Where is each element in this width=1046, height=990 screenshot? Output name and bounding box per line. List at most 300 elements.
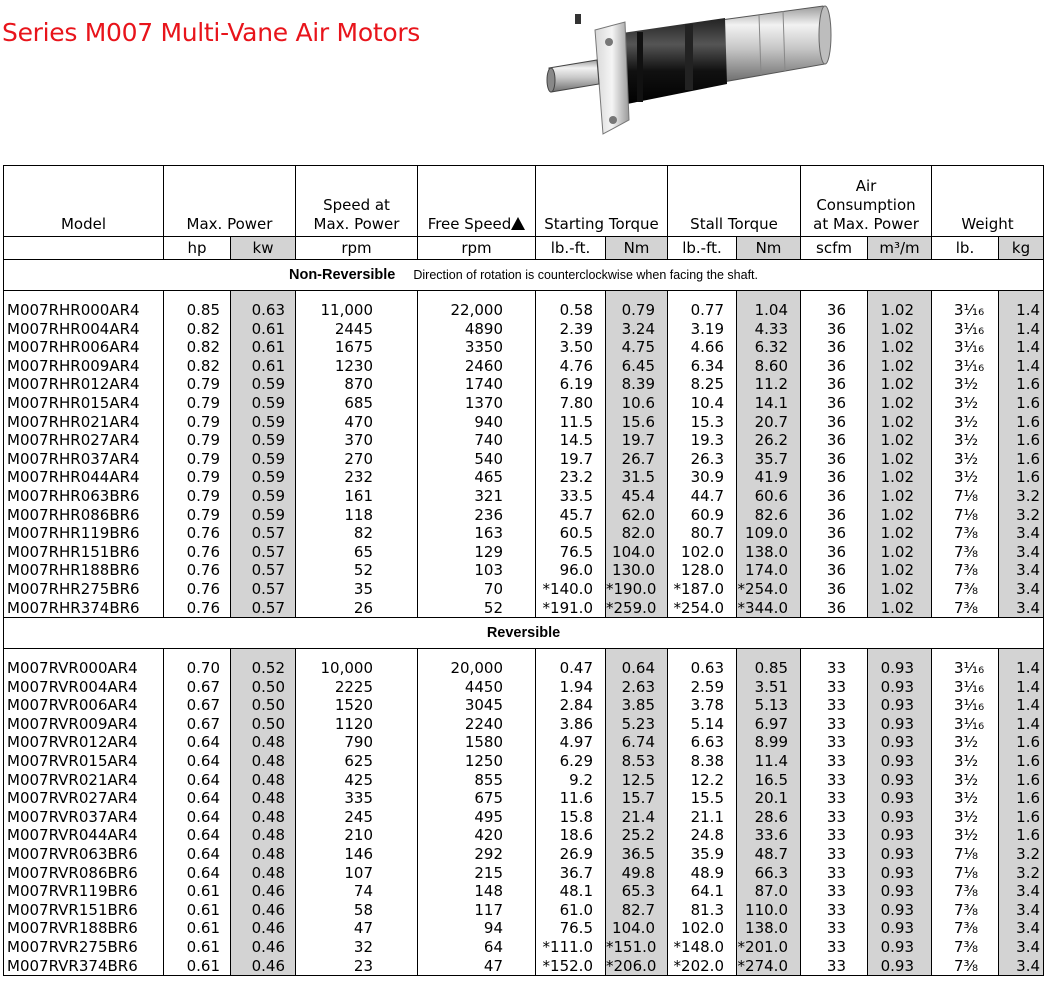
hp-cell: 0.76 (164, 580, 231, 599)
table-row (4, 864, 1044, 883)
weight-kg-cell: 3.4 (999, 580, 1044, 599)
section-header (4, 618, 1044, 649)
weight-kg-cell: 3.4 (999, 919, 1044, 938)
stall-torque-lbft-cell: *202.0 (668, 957, 737, 976)
hp-cell: 0.64 (164, 771, 231, 790)
m3m-cell: 1.02 (868, 450, 932, 469)
weight-lb-cell: 7¹⁄₈ (932, 487, 999, 506)
hp-cell: 0.61 (164, 957, 231, 976)
weight-kg-cell: 3.2 (999, 864, 1044, 883)
model-cell: M007RVR027AR4 (4, 789, 164, 808)
hp-cell: 0.79 (164, 394, 231, 413)
starting-torque-nm-cell: 25.2 (606, 826, 668, 845)
table-row (4, 901, 1044, 920)
free-speed-cell: 540 (418, 450, 536, 469)
starting-torque-nm-cell: 5.23 (606, 715, 668, 734)
free-speed-cell: 3350 (418, 338, 536, 357)
header-stall-torque: Stall Torque (668, 166, 801, 237)
hp-cell: 0.76 (164, 561, 231, 580)
table-row (4, 357, 1044, 376)
starting-torque-lbft-cell: 4.97 (536, 733, 606, 752)
starting-torque-lbft-cell: 6.19 (536, 375, 606, 394)
rpm-at-max-power-cell: 2225 (296, 678, 418, 697)
table-row (4, 845, 1044, 864)
kw-cell: 0.61 (231, 320, 296, 339)
free-speed-cell: 940 (418, 413, 536, 432)
kw-cell: 0.46 (231, 957, 296, 976)
free-speed-cell: 740 (418, 431, 536, 450)
header-model: Model (4, 166, 164, 237)
hp-cell: 0.82 (164, 320, 231, 339)
kw-cell: 0.59 (231, 413, 296, 432)
stall-torque-lbft-cell: 2.59 (668, 678, 737, 697)
hp-cell: 0.79 (164, 506, 231, 525)
hp-cell: 0.79 (164, 487, 231, 506)
rpm-at-max-power-cell: 52 (296, 561, 418, 580)
starting-torque-nm-cell: *206.0 (606, 957, 668, 976)
rpm-at-max-power-cell: 47 (296, 919, 418, 938)
starting-torque-lbft-cell: 3.50 (536, 338, 606, 357)
weight-lb-cell: 7³⁄₈ (932, 561, 999, 580)
starting-torque-lbft-cell: 23.2 (536, 468, 606, 487)
free-speed-cell: 675 (418, 789, 536, 808)
kw-cell: 0.59 (231, 375, 296, 394)
weight-lb-cell: 3¹⁄₁₆ (932, 320, 999, 339)
stall-torque-lbft-cell: 30.9 (668, 468, 737, 487)
model-cell: M007RVR021AR4 (4, 771, 164, 790)
weight-lb-cell: 3¹⁄₁₆ (932, 649, 999, 678)
stall-torque-nm-cell: 8.99 (737, 733, 801, 752)
free-speed-cell: 129 (418, 543, 536, 562)
model-cell: M007RVR006AR4 (4, 696, 164, 715)
header-air-consumption: Air Consumption at Max. Power (801, 166, 932, 237)
scfm-cell: 33 (801, 845, 868, 864)
stall-torque-lbft-cell: 8.38 (668, 752, 737, 771)
rpm-at-max-power-cell: 210 (296, 826, 418, 845)
non-reversible-section (4, 260, 1044, 618)
free-speed-cell: 117 (418, 901, 536, 920)
stall-torque-nm-cell: 48.7 (737, 845, 801, 864)
stall-torque-lbft-cell: 3.19 (668, 320, 737, 339)
weight-lb-cell: 3¹⁄₁₆ (932, 696, 999, 715)
stall-torque-nm-cell: 138.0 (737, 919, 801, 938)
free-speed-cell: 321 (418, 487, 536, 506)
weight-lb-cell: 3¹⁄₂ (932, 733, 999, 752)
header-free-speed: Free Speed (418, 166, 536, 237)
table-row (4, 338, 1044, 357)
starting-torque-lbft-cell: 14.5 (536, 431, 606, 450)
stall-torque-nm-cell: 174.0 (737, 561, 801, 580)
stall-torque-nm-cell: 16.5 (737, 771, 801, 790)
weight-lb-cell: 7³⁄₈ (932, 882, 999, 901)
rpm-at-max-power-cell: 107 (296, 864, 418, 883)
unit-lb: lb. (932, 237, 999, 260)
m3m-cell: 0.93 (868, 733, 932, 752)
weight-lb-cell: 7³⁄₈ (932, 957, 999, 976)
m3m-cell: 1.02 (868, 580, 932, 599)
table-row (4, 808, 1044, 827)
stall-torque-nm-cell: 138.0 (737, 543, 801, 562)
stall-torque-nm-cell: *274.0 (737, 957, 801, 976)
scfm-cell: 33 (801, 678, 868, 697)
starting-torque-nm-cell: 31.5 (606, 468, 668, 487)
m3m-cell: 0.93 (868, 882, 932, 901)
free-speed-cell: 465 (418, 468, 536, 487)
hp-cell: 0.64 (164, 752, 231, 771)
starting-torque-lbft-cell: 45.7 (536, 506, 606, 525)
weight-lb-cell: 3¹⁄₁₆ (932, 678, 999, 697)
starting-torque-lbft-cell: 18.6 (536, 826, 606, 845)
stall-torque-lbft-cell: 8.25 (668, 375, 737, 394)
stall-torque-nm-cell: 5.13 (737, 696, 801, 715)
table-row (4, 649, 1044, 678)
m3m-cell: 0.93 (868, 826, 932, 845)
weight-lb-cell: 3¹⁄₂ (932, 468, 999, 487)
free-speed-cell: 4450 (418, 678, 536, 697)
stall-torque-nm-cell: 14.1 (737, 394, 801, 413)
weight-lb-cell: 7¹⁄₈ (932, 864, 999, 883)
stall-torque-nm-cell: 87.0 (737, 882, 801, 901)
starting-torque-nm-cell: 12.5 (606, 771, 668, 790)
scfm-cell: 36 (801, 394, 868, 413)
model-cell: M007RHR044AR4 (4, 468, 164, 487)
hp-cell: 0.64 (164, 864, 231, 883)
stall-torque-lbft-cell: 26.3 (668, 450, 737, 469)
free-speed-cell: 215 (418, 864, 536, 883)
stall-torque-nm-cell: 35.7 (737, 450, 801, 469)
hp-cell: 0.64 (164, 733, 231, 752)
model-cell: M007RHR151BR6 (4, 543, 164, 562)
free-speed-cell: 2240 (418, 715, 536, 734)
model-cell: M007RVR275BR6 (4, 938, 164, 957)
weight-kg-cell: 3.4 (999, 599, 1044, 618)
hp-cell: 0.82 (164, 338, 231, 357)
stall-torque-nm-cell: 60.6 (737, 487, 801, 506)
scfm-cell: 33 (801, 715, 868, 734)
stall-torque-lbft-cell: 102.0 (668, 919, 737, 938)
stall-torque-lbft-cell: 128.0 (668, 561, 737, 580)
starting-torque-lbft-cell: 96.0 (536, 561, 606, 580)
hp-cell: 0.76 (164, 524, 231, 543)
stall-torque-nm-cell: 28.6 (737, 808, 801, 827)
model-cell: M007RVR037AR4 (4, 808, 164, 827)
scfm-cell: 33 (801, 938, 868, 957)
starting-torque-nm-cell: 15.7 (606, 789, 668, 808)
stall-torque-lbft-cell: 10.4 (668, 394, 737, 413)
model-cell: M007RVR188BR6 (4, 919, 164, 938)
starting-torque-nm-cell: 65.3 (606, 882, 668, 901)
stall-torque-nm-cell: 110.0 (737, 901, 801, 920)
weight-lb-cell: 7³⁄₈ (932, 599, 999, 618)
kw-cell: 0.48 (231, 826, 296, 845)
header-weight: Weight (932, 166, 1044, 237)
scfm-cell: 36 (801, 338, 868, 357)
rpm-at-max-power-cell: 232 (296, 468, 418, 487)
hp-cell: 0.67 (164, 696, 231, 715)
table-row (4, 789, 1044, 808)
model-cell: M007RVR012AR4 (4, 733, 164, 752)
kw-cell: 0.50 (231, 715, 296, 734)
starting-torque-lbft-cell: 6.29 (536, 752, 606, 771)
rpm-at-max-power-cell: 685 (296, 394, 418, 413)
starting-torque-nm-cell: 26.7 (606, 450, 668, 469)
free-speed-cell: 4890 (418, 320, 536, 339)
m3m-cell: 1.02 (868, 561, 932, 580)
model-cell: M007RVR151BR6 (4, 901, 164, 920)
free-speed-cell: 47 (418, 957, 536, 976)
starting-torque-nm-cell: 104.0 (606, 543, 668, 562)
unit-kg: kg (999, 237, 1044, 260)
table-row (4, 771, 1044, 790)
rpm-at-max-power-cell: 74 (296, 882, 418, 901)
unit-lbft: lb.-ft. (536, 237, 606, 260)
hp-cell: 0.76 (164, 599, 231, 618)
free-speed-cell: 163 (418, 524, 536, 543)
weight-kg-cell: 1.4 (999, 357, 1044, 376)
rpm-at-max-power-cell: 35 (296, 580, 418, 599)
kw-cell: 0.57 (231, 561, 296, 580)
starting-torque-nm-cell: 0.64 (606, 649, 668, 678)
weight-lb-cell: 3¹⁄₂ (932, 771, 999, 790)
unit-m3m: m³/m (868, 237, 932, 260)
m3m-cell: 0.93 (868, 901, 932, 920)
weight-lb-cell: 7³⁄₈ (932, 580, 999, 599)
m3m-cell: 1.02 (868, 599, 932, 618)
weight-kg-cell: 1.6 (999, 752, 1044, 771)
weight-kg-cell: 3.4 (999, 901, 1044, 920)
starting-torque-nm-cell: 0.79 (606, 291, 668, 320)
model-cell: M007RVR044AR4 (4, 826, 164, 845)
model-cell: M007RHR004AR4 (4, 320, 164, 339)
stall-torque-nm-cell: 66.3 (737, 864, 801, 883)
kw-cell: 0.46 (231, 901, 296, 920)
stall-torque-nm-cell: 6.32 (737, 338, 801, 357)
starting-torque-nm-cell: *259.0 (606, 599, 668, 618)
model-cell: M007RVR086BR6 (4, 864, 164, 883)
stall-torque-nm-cell: 20.1 (737, 789, 801, 808)
free-speed-cell: 1250 (418, 752, 536, 771)
hp-cell: 0.82 (164, 357, 231, 376)
rpm-at-max-power-cell: 790 (296, 733, 418, 752)
kw-cell: 0.46 (231, 938, 296, 957)
model-cell: M007RHR012AR4 (4, 375, 164, 394)
hp-cell: 0.70 (164, 649, 231, 678)
scfm-cell: 33 (801, 733, 868, 752)
scfm-cell: 36 (801, 450, 868, 469)
weight-kg-cell: 1.4 (999, 715, 1044, 734)
weight-kg-cell: 1.6 (999, 771, 1044, 790)
stall-torque-lbft-cell: *148.0 (668, 938, 737, 957)
starting-torque-nm-cell: 2.63 (606, 678, 668, 697)
model-cell: M007RHR006AR4 (4, 338, 164, 357)
starting-torque-lbft-cell: 3.86 (536, 715, 606, 734)
weight-lb-cell: 3¹⁄₂ (932, 450, 999, 469)
stall-torque-nm-cell: 41.9 (737, 468, 801, 487)
air-motor-image (545, 2, 835, 142)
rpm-at-max-power-cell: 1520 (296, 696, 418, 715)
starting-torque-lbft-cell: 0.58 (536, 291, 606, 320)
rpm-at-max-power-cell: 625 (296, 752, 418, 771)
scfm-cell: 36 (801, 320, 868, 339)
scfm-cell: 36 (801, 506, 868, 525)
weight-lb-cell: 3¹⁄₂ (932, 431, 999, 450)
hp-cell: 0.79 (164, 450, 231, 469)
scfm-cell: 33 (801, 808, 868, 827)
table-row (4, 938, 1044, 957)
m3m-cell: 1.02 (868, 375, 932, 394)
weight-kg-cell: 3.2 (999, 506, 1044, 525)
stall-torque-lbft-cell: 44.7 (668, 487, 737, 506)
stall-torque-lbft-cell: 48.9 (668, 864, 737, 883)
kw-cell: 0.59 (231, 431, 296, 450)
scfm-cell: 36 (801, 291, 868, 320)
starting-torque-lbft-cell: 15.8 (536, 808, 606, 827)
table-row (4, 561, 1044, 580)
stall-torque-lbft-cell: 15.3 (668, 413, 737, 432)
rpm-at-max-power-cell: 32 (296, 938, 418, 957)
model-cell: M007RHR000AR4 (4, 291, 164, 320)
scfm-cell: 33 (801, 882, 868, 901)
m3m-cell: 1.02 (868, 394, 932, 413)
section-header-row (4, 618, 1044, 649)
hp-cell: 0.61 (164, 882, 231, 901)
model-cell: M007RVR004AR4 (4, 678, 164, 697)
scfm-cell: 33 (801, 696, 868, 715)
starting-torque-nm-cell: *151.0 (606, 938, 668, 957)
stall-torque-lbft-cell: *187.0 (668, 580, 737, 599)
weight-kg-cell: 1.6 (999, 394, 1044, 413)
unit-rpm: rpm (296, 237, 418, 260)
kw-cell: 0.59 (231, 468, 296, 487)
weight-lb-cell: 3¹⁄₁₆ (932, 291, 999, 320)
weight-kg-cell: 3.4 (999, 543, 1044, 562)
scfm-cell: 36 (801, 487, 868, 506)
stall-torque-lbft-cell: 6.63 (668, 733, 737, 752)
rpm-at-max-power-cell: 26 (296, 599, 418, 618)
rpm-at-max-power-cell: 870 (296, 375, 418, 394)
kw-cell: 0.48 (231, 845, 296, 864)
rpm-at-max-power-cell: 82 (296, 524, 418, 543)
stall-torque-lbft-cell: 21.1 (668, 808, 737, 827)
starting-torque-lbft-cell: 48.1 (536, 882, 606, 901)
scfm-cell: 36 (801, 580, 868, 599)
rpm-at-max-power-cell: 65 (296, 543, 418, 562)
free-speed-cell: 495 (418, 808, 536, 827)
weight-kg-cell: 1.4 (999, 678, 1044, 697)
kw-cell: 0.50 (231, 678, 296, 697)
stall-torque-lbft-cell: 102.0 (668, 543, 737, 562)
free-speed-cell: 1740 (418, 375, 536, 394)
starting-torque-nm-cell: 4.75 (606, 338, 668, 357)
rpm-at-max-power-cell: 1230 (296, 357, 418, 376)
hp-cell: 0.61 (164, 919, 231, 938)
stall-torque-lbft-cell: 15.5 (668, 789, 737, 808)
stall-torque-nm-cell: 20.7 (737, 413, 801, 432)
table-row (4, 487, 1044, 506)
weight-lb-cell: 7¹⁄₈ (932, 506, 999, 525)
model-cell: M007RHR021AR4 (4, 413, 164, 432)
kw-cell: 0.50 (231, 696, 296, 715)
hp-cell: 0.79 (164, 431, 231, 450)
stall-torque-lbft-cell: 80.7 (668, 524, 737, 543)
kw-cell: 0.48 (231, 789, 296, 808)
model-cell: M007RHR063BR6 (4, 487, 164, 506)
starting-torque-lbft-cell: 76.5 (536, 543, 606, 562)
stall-torque-lbft-cell: 6.34 (668, 357, 737, 376)
table-row (4, 320, 1044, 339)
rpm-at-max-power-cell: 146 (296, 845, 418, 864)
rpm-at-max-power-cell: 1120 (296, 715, 418, 734)
rpm-at-max-power-cell: 370 (296, 431, 418, 450)
rpm-at-max-power-cell: 118 (296, 506, 418, 525)
weight-kg-cell: 3.4 (999, 524, 1044, 543)
stall-torque-nm-cell: 4.33 (737, 320, 801, 339)
table-row (4, 919, 1044, 938)
kw-cell: 0.48 (231, 808, 296, 827)
free-speed-cell: 292 (418, 845, 536, 864)
hp-cell: 0.76 (164, 543, 231, 562)
weight-lb-cell: 3¹⁄₂ (932, 413, 999, 432)
stall-torque-nm-cell: 11.2 (737, 375, 801, 394)
unit-nm: Nm (737, 237, 801, 260)
starting-torque-nm-cell: 36.5 (606, 845, 668, 864)
m3m-cell: 1.02 (868, 506, 932, 525)
weight-kg-cell: 1.4 (999, 320, 1044, 339)
starting-torque-lbft-cell: 76.5 (536, 919, 606, 938)
free-speed-cell: 420 (418, 826, 536, 845)
kw-cell: 0.46 (231, 919, 296, 938)
weight-lb-cell: 7³⁄₈ (932, 901, 999, 920)
free-speed-cell: 52 (418, 599, 536, 618)
rpm-at-max-power-cell: 335 (296, 789, 418, 808)
weight-lb-cell: 3¹⁄₁₆ (932, 715, 999, 734)
kw-cell: 0.57 (231, 524, 296, 543)
model-cell: M007RHR188BR6 (4, 561, 164, 580)
hp-cell: 0.67 (164, 678, 231, 697)
model-cell: M007RVR063BR6 (4, 845, 164, 864)
table-row (4, 375, 1044, 394)
starting-torque-lbft-cell: *111.0 (536, 938, 606, 957)
scfm-cell: 33 (801, 919, 868, 938)
unit-blank (4, 237, 164, 260)
hp-cell: 0.64 (164, 789, 231, 808)
starting-torque-nm-cell: 21.4 (606, 808, 668, 827)
starting-torque-nm-cell: 130.0 (606, 561, 668, 580)
header-max-power: Max. Power (164, 166, 296, 237)
model-cell: M007RVR009AR4 (4, 715, 164, 734)
table-row (4, 733, 1044, 752)
stall-torque-nm-cell: 33.6 (737, 826, 801, 845)
kw-cell: 0.57 (231, 599, 296, 618)
section-header (4, 260, 1044, 291)
kw-cell: 0.57 (231, 580, 296, 599)
table-row (4, 450, 1044, 469)
scfm-cell: 33 (801, 957, 868, 976)
stall-torque-nm-cell: 26.2 (737, 431, 801, 450)
starting-torque-lbft-cell: 4.76 (536, 357, 606, 376)
header-speed-at-max-power: Speed at Max. Power (296, 166, 418, 237)
unit-scfm: scfm (801, 237, 868, 260)
stall-torque-lbft-cell: 81.3 (668, 901, 737, 920)
rpm-at-max-power-cell: 161 (296, 487, 418, 506)
weight-lb-cell: 3¹⁄₂ (932, 394, 999, 413)
weight-kg-cell: 3.4 (999, 561, 1044, 580)
table-row (4, 543, 1044, 562)
hp-cell: 0.64 (164, 845, 231, 864)
scfm-cell: 33 (801, 789, 868, 808)
m3m-cell: 1.02 (868, 524, 932, 543)
model-cell: M007RVR119BR6 (4, 882, 164, 901)
